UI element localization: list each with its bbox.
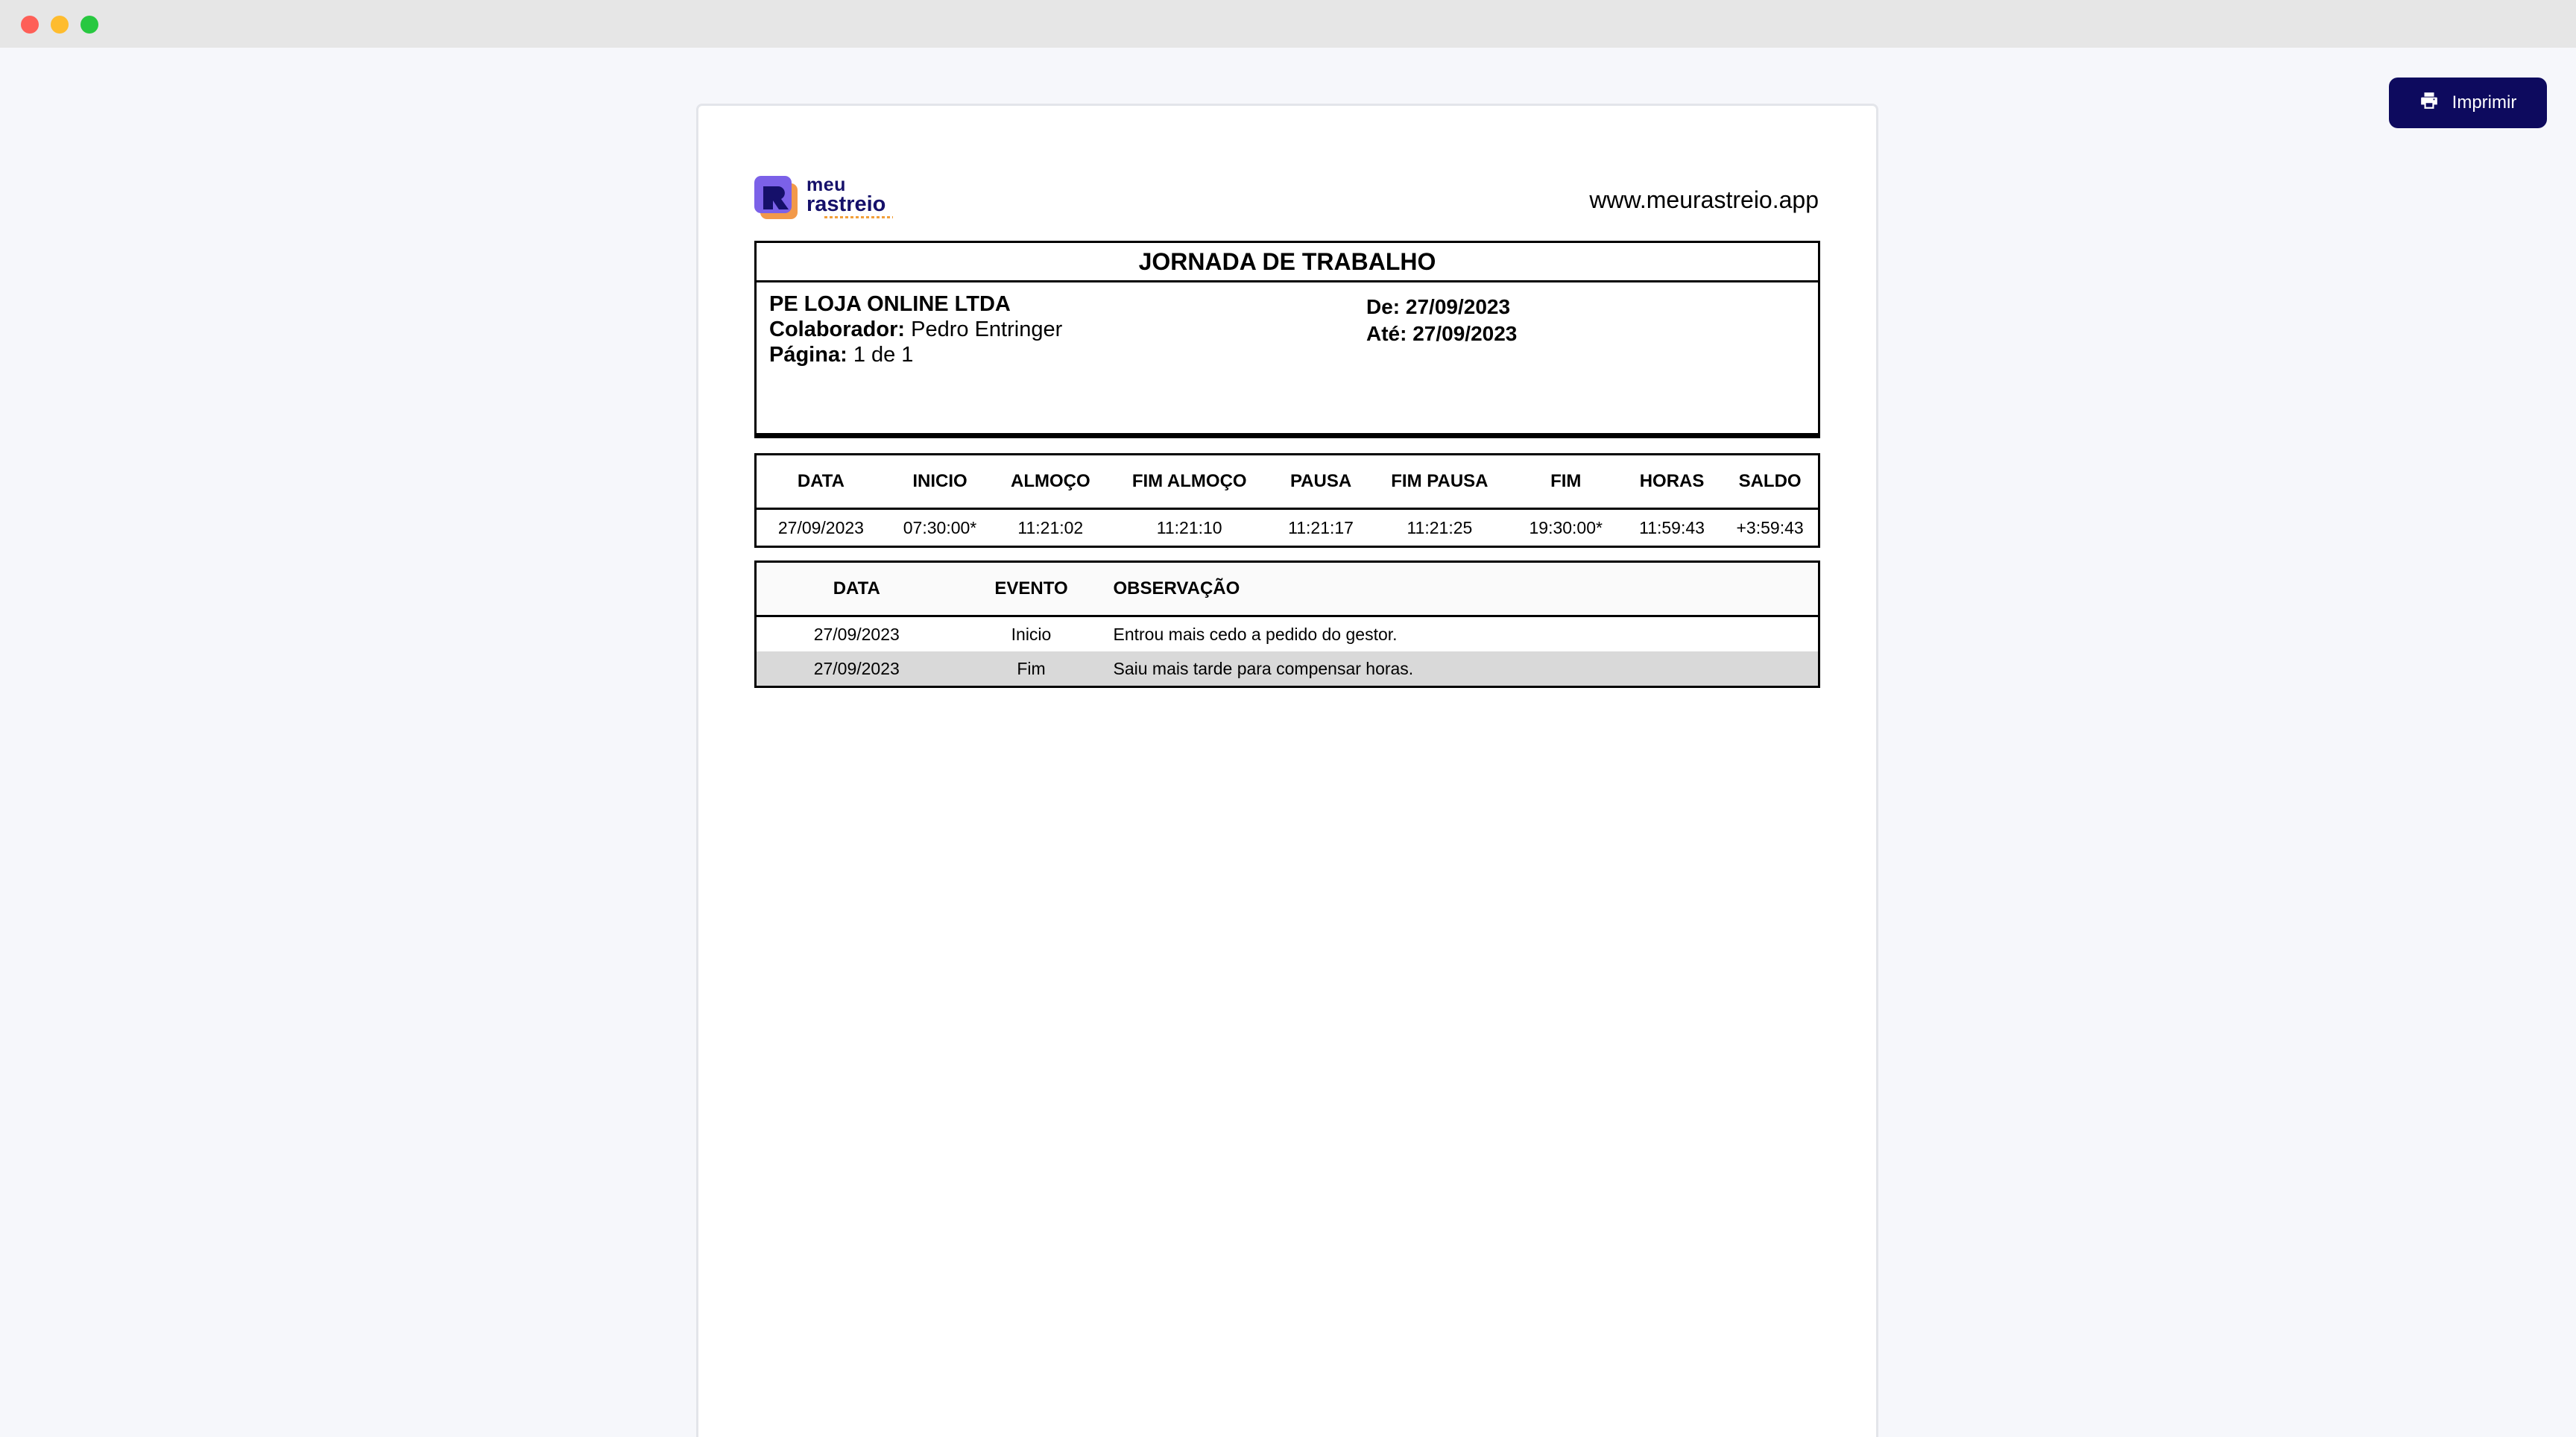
logo-mark-icon [754,176,799,221]
period-to: Até: 27/09/2023 [1366,322,1518,345]
close-window-button[interactable] [21,16,39,34]
site-url[interactable]: www.meurastreio.app [1589,186,1819,213]
cell: Saiu mais tarde para compensar horas. [1106,651,1819,687]
cell: 11:21:25 [1407,517,1473,537]
col-header: FIM [1510,455,1622,509]
table-row [756,651,1819,687]
maximize-window-button[interactable] [80,16,98,34]
cell: 11:59:43 [1639,517,1705,537]
report-period [1366,294,1517,347]
cell: 27/09/2023 [813,624,900,644]
cell: Inicio [1011,624,1052,644]
page-line [769,342,1062,367]
col-header: HORAS [1622,455,1722,509]
col-header: OBSERVAÇÃO [1106,562,1819,616]
collaborator-line [769,317,1062,342]
col-header: FIM ALMOÇO [1106,455,1272,509]
table-row [756,509,1819,547]
cell: 27/09/2023 [777,517,864,537]
cell: 19:30:00* [1529,517,1603,537]
col-header: DATA [756,562,957,616]
col-header: DATA [756,455,886,509]
report-title: JORNADA DE TRABALHO [757,243,1818,282]
col-header: FIM PAUSA [1369,455,1509,509]
cell: 11:21:17 [1288,517,1354,537]
collaborator-name: Pedro Entringer [911,318,1063,341]
print-button-label: Imprimir [2452,92,2517,113]
events-table [754,560,1820,688]
col-header: INICIO [886,455,994,509]
report-info [769,291,1062,367]
events-header-row [756,562,1819,616]
cell: Entrou mais cedo a pedido do gestor. [1113,624,1398,644]
col-header: EVENTO [957,562,1106,616]
report-header [754,241,1820,438]
meu-rastreio-logo [754,174,896,222]
period-from: De: 27/09/2023 [1366,295,1511,318]
minimize-window-button[interactable] [51,16,69,34]
cell: 07:30:00* [903,517,977,537]
col-header: SALDO [1722,455,1819,509]
cell: Fim [957,651,1106,687]
logo-word-meu: meu [806,174,846,195]
logo-word-rastreio: rastreio [806,192,886,216]
company-name: PE LOJA ONLINE LTDA [769,292,1011,316]
cell: 27/09/2023 [756,651,957,687]
collaborator-label: Colaborador: [769,318,906,341]
col-header: ALMOÇO [994,455,1106,509]
timesheet-table [754,453,1820,548]
table-row [756,616,1819,652]
window-titlebar [0,0,2576,48]
print-button[interactable] [2389,78,2547,128]
printer-icon [2419,91,2439,116]
cell: 11:21:10 [1156,517,1222,537]
cell: +3:59:43 [1736,517,1804,537]
col-header: PAUSA [1272,455,1369,509]
logo-tagline [824,216,893,218]
cell: 11:21:02 [1017,517,1084,537]
page-number: 1 de 1 [853,343,914,367]
page-label: Página: [769,343,847,367]
timesheet-header-row [756,455,1819,509]
